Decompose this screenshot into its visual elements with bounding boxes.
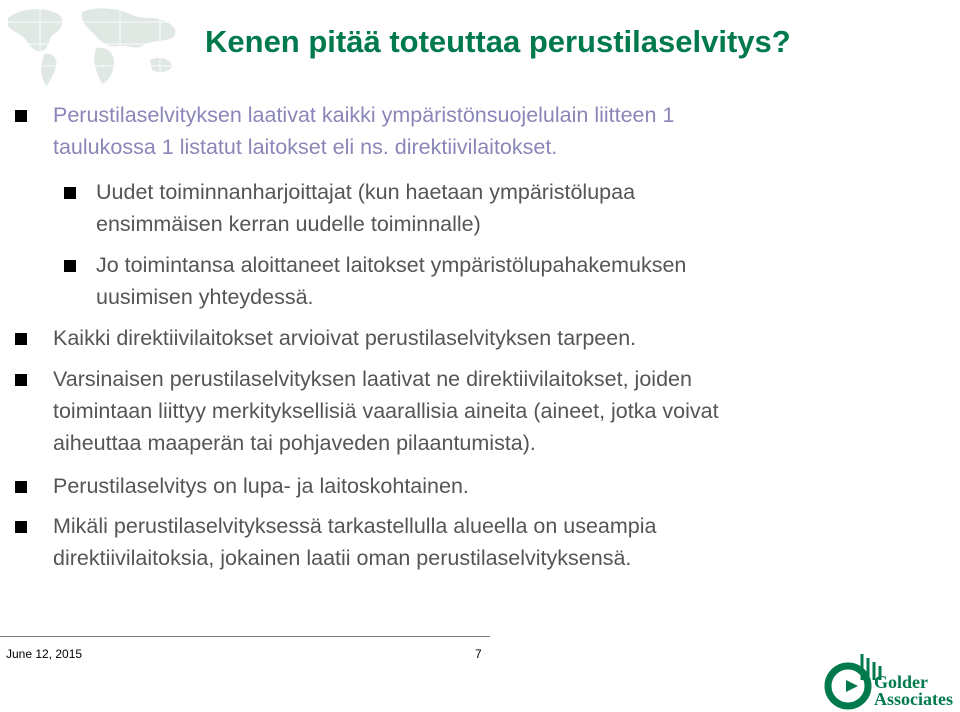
bullet-line: uusimisen yhteydessä. [96,285,314,309]
bullet-line: direktiivilaitoksia, jokainen laatii oman perustilaselvityksensä. [53,546,632,570]
bullet-line: Perustilaselvitys on lupa- ja laitoskohtainen. [53,474,469,498]
bullet-line: Perustilaselvityksen laativat kaikki ympäristönsuojelulain liitteen 1 [53,103,675,127]
bullet-line: toimintaan liittyy merkityksellisiä vaarallisia aineita (aineet, jotka voivat [53,399,719,423]
square-bullet-icon [15,374,27,386]
square-bullet-icon [64,187,76,199]
bullet-line: Uudet toiminnanharjoittajat (kun haetaan ympäristölupaa [96,180,636,204]
square-bullet-icon [64,260,76,272]
slide-title: Kenen pitää toteuttaa perustilaselvitys? [205,24,791,59]
square-bullet-icon [15,110,27,122]
bullet-line: Kaikki direktiivilaitokset arvioivat perustilaselvityksen tarpeen. [53,326,637,350]
footer-divider [0,636,490,637]
company-logo-text [874,674,953,708]
square-bullet-icon [15,481,27,493]
square-bullet-icon [15,521,27,533]
bullet-line: Mikäli perustilaselvityksessä tarkastellulla alueella on useampia [53,514,657,538]
logo-line-1: Golder [874,672,928,692]
bullet-line: Varsinaisen perustilaselvityksen laativat ne direktiivilaitokset, joiden [53,367,692,391]
bullet-line: Jo toimintansa aloittaneet laitokset ympäristölupahakemuksen [96,253,687,277]
bullet-line: aiheuttaa maaperän tai pohjaveden pilaantumista). [53,431,536,455]
bullet-line: taulukossa 1 listatut laitokset eli ns. direktiivilaitokset. [53,135,558,159]
page-number: 7 [475,647,482,661]
footer-date: June 12, 2015 [6,647,83,661]
logo-line-2: Associates [874,689,953,709]
bullet-line: ensimmäisen kerran uudelle toiminnalle) [96,212,481,236]
square-bullet-icon [15,333,27,345]
